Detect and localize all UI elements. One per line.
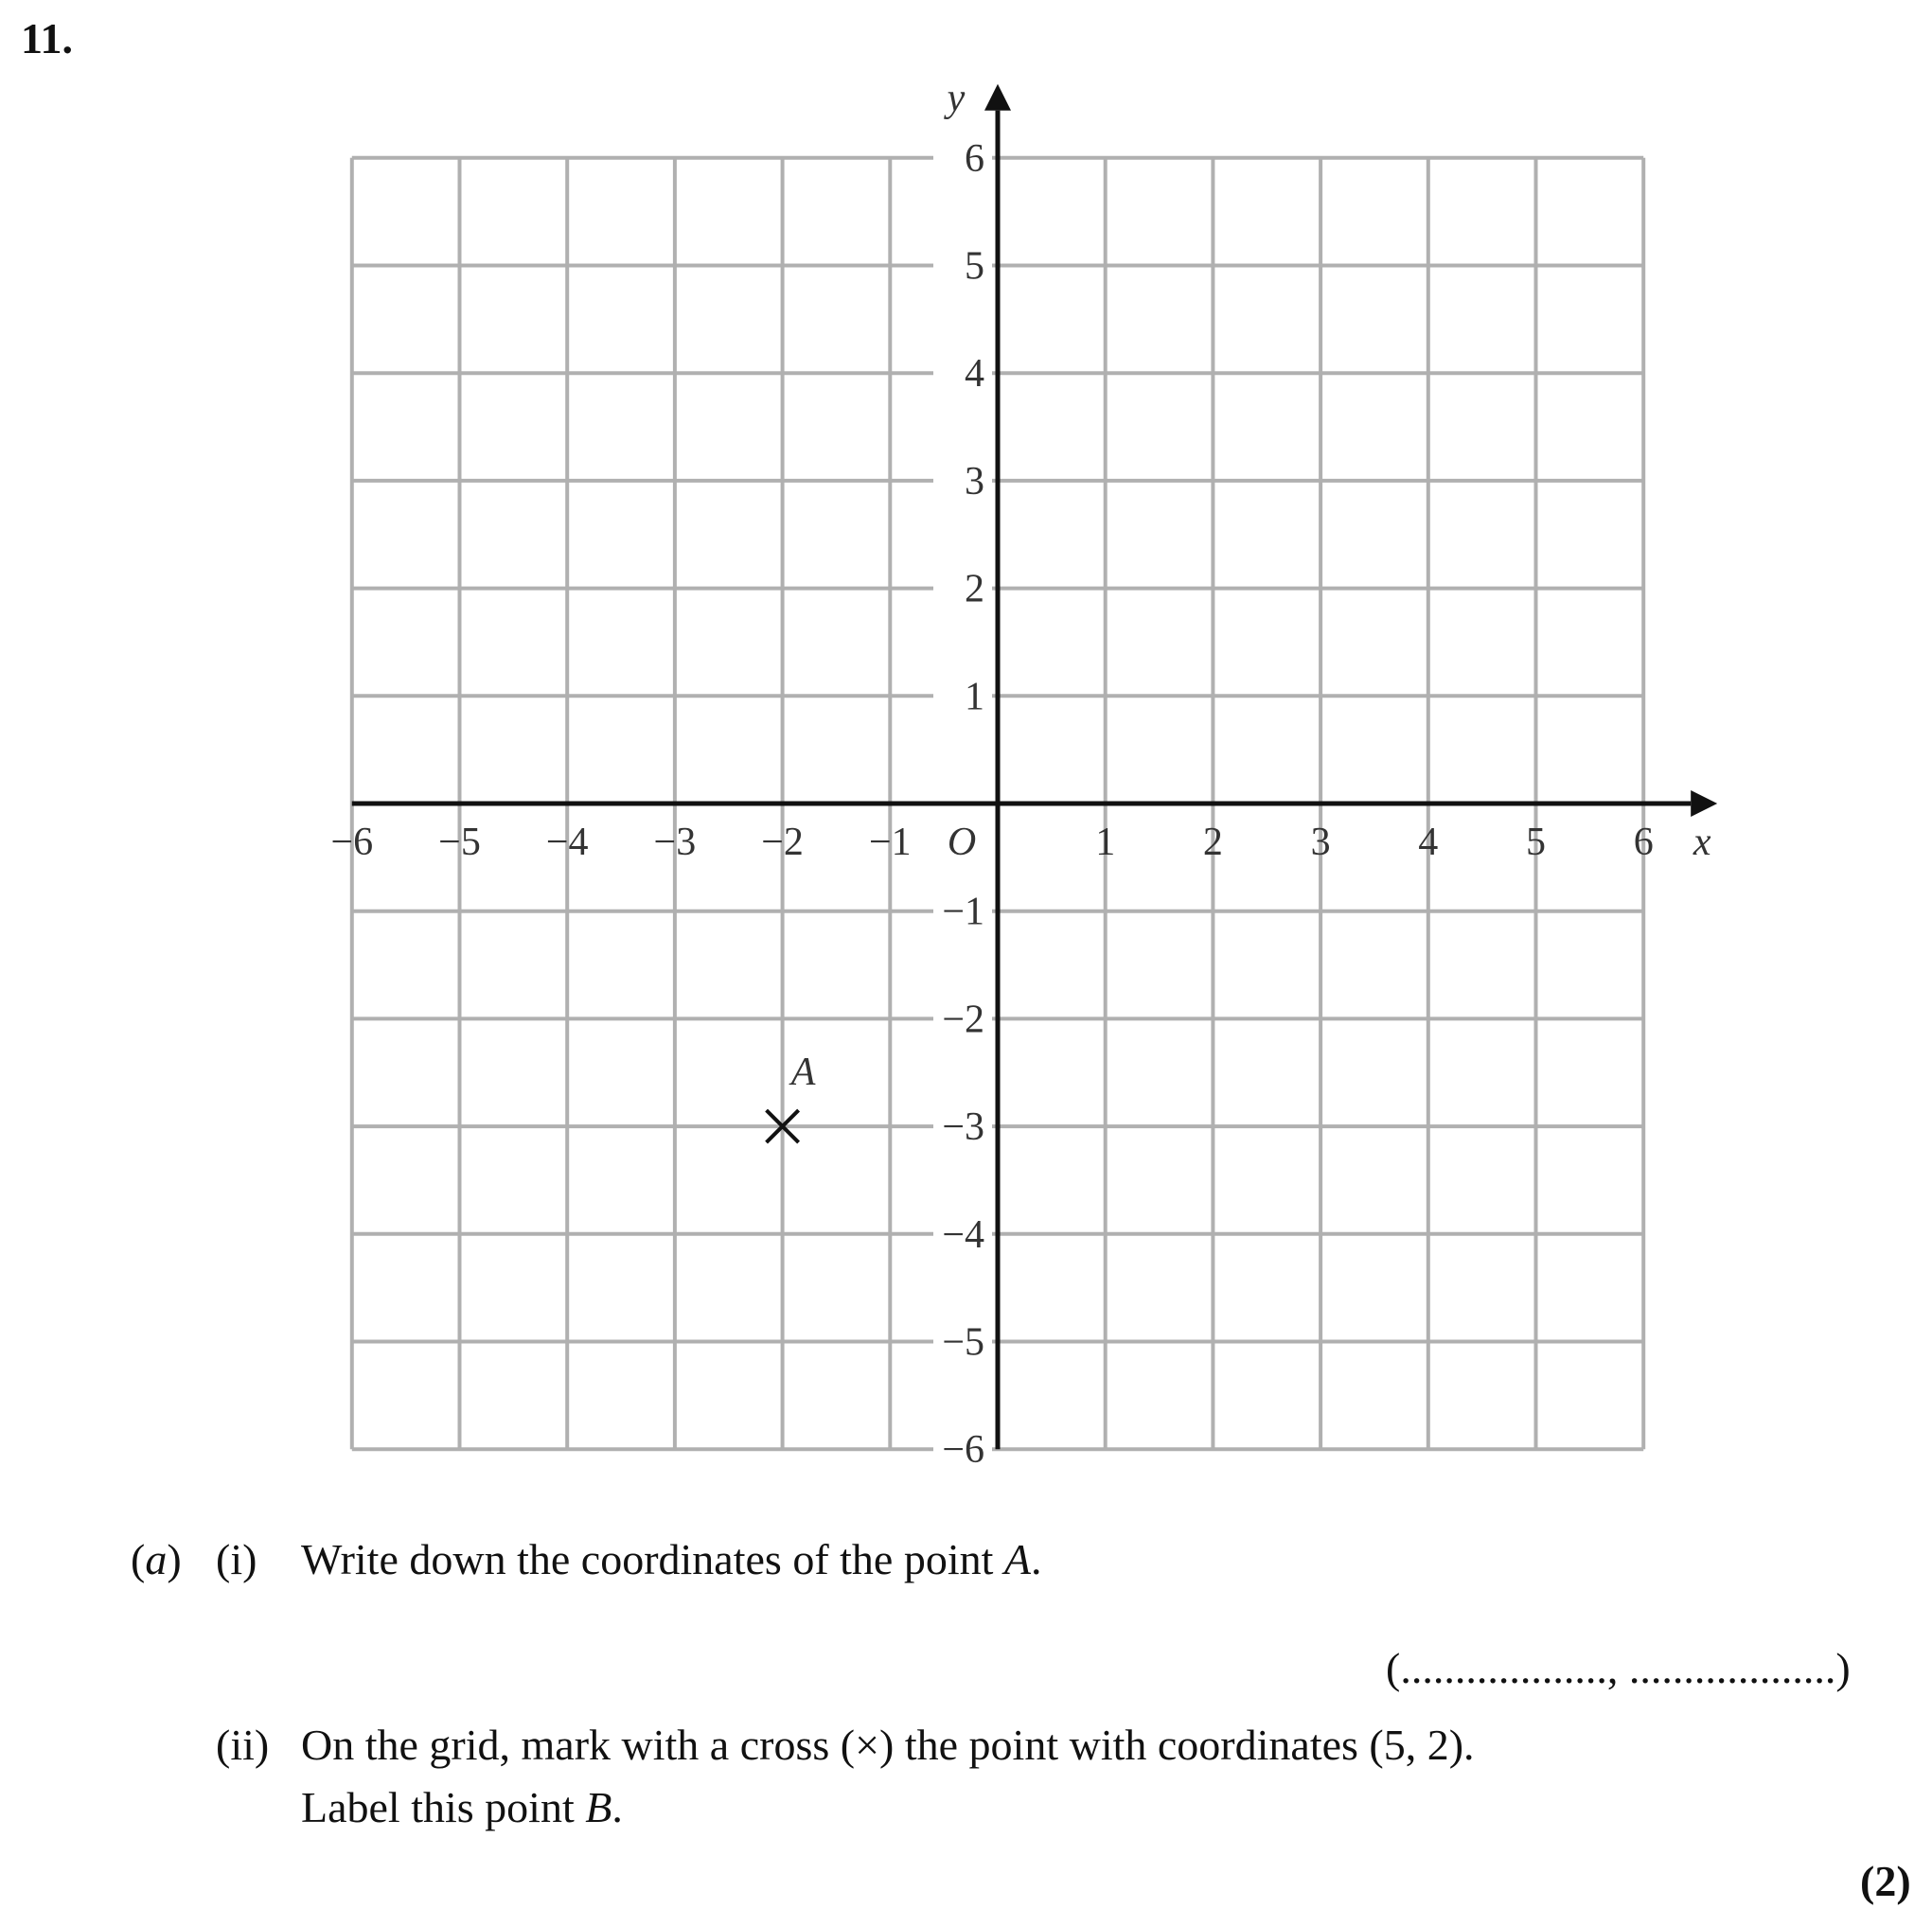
x-tick-label: 5 [1526,821,1546,864]
y-tick-label: −4 [942,1212,984,1257]
x-tick-label: 6 [1633,821,1654,864]
origin-label: O [947,821,977,864]
y-tick-label: 1 [965,675,984,719]
x-tick-label: −6 [330,821,374,864]
sub-i-period: . [1031,1535,1042,1583]
sub-ii-text: Label this point [301,1783,575,1831]
sub-ii-line-2 [301,1783,623,1831]
x-axis-arrow-icon [1691,790,1717,817]
point-label: A [790,1051,816,1095]
y-tick-label: −6 [942,1428,984,1473]
y-tick-label: −2 [942,998,984,1042]
question-number: 11. [21,14,73,62]
x-tick-label: −3 [653,821,697,864]
x-tick-label: −1 [868,821,912,864]
answer-coordinates-line[interactable]: (..................., ...................) [1386,1644,1851,1692]
y-tick-label: 3 [965,459,984,504]
y-axis-arrow-icon [984,84,1011,111]
y-tick-label: 5 [965,244,984,289]
sub-ii-period: . [612,1783,623,1831]
y-tick-label: −1 [942,890,984,934]
x-tick-label: −5 [438,821,481,864]
y-tick-label: 4 [965,352,984,397]
marks-label: (2) [1860,1857,1911,1905]
x-tick-label: 3 [1310,821,1331,864]
y-tick-label: −5 [942,1320,984,1365]
x-tick-label: 1 [1095,821,1116,864]
sub-i-point-name: A [1003,1535,1032,1583]
sub-i-label: (i) [216,1535,257,1583]
y-tick-label: 2 [965,567,984,611]
sub-ii-point-name: B [585,1783,612,1831]
x-tick-label: 2 [1202,821,1223,864]
sub-ii-line-1: On the grid, mark with a cross (×) the point with coordinates (5, 2). [301,1721,1475,1769]
part-a-label: (a) [131,1535,182,1583]
sub-i-question [301,1535,1042,1583]
x-axis-label: x [1693,821,1711,864]
y-tick-label: 6 [965,136,984,181]
part-a-letter: a [145,1535,168,1583]
y-tick-label: −3 [942,1105,984,1150]
sub-ii-label: (ii) [216,1721,270,1769]
sub-i-text: Write down the coordinates of the point [301,1535,994,1583]
x-tick-label: −2 [761,821,804,864]
x-tick-label: −4 [545,821,589,864]
y-axis-label: y [947,76,966,120]
x-tick-label: 4 [1418,821,1439,864]
